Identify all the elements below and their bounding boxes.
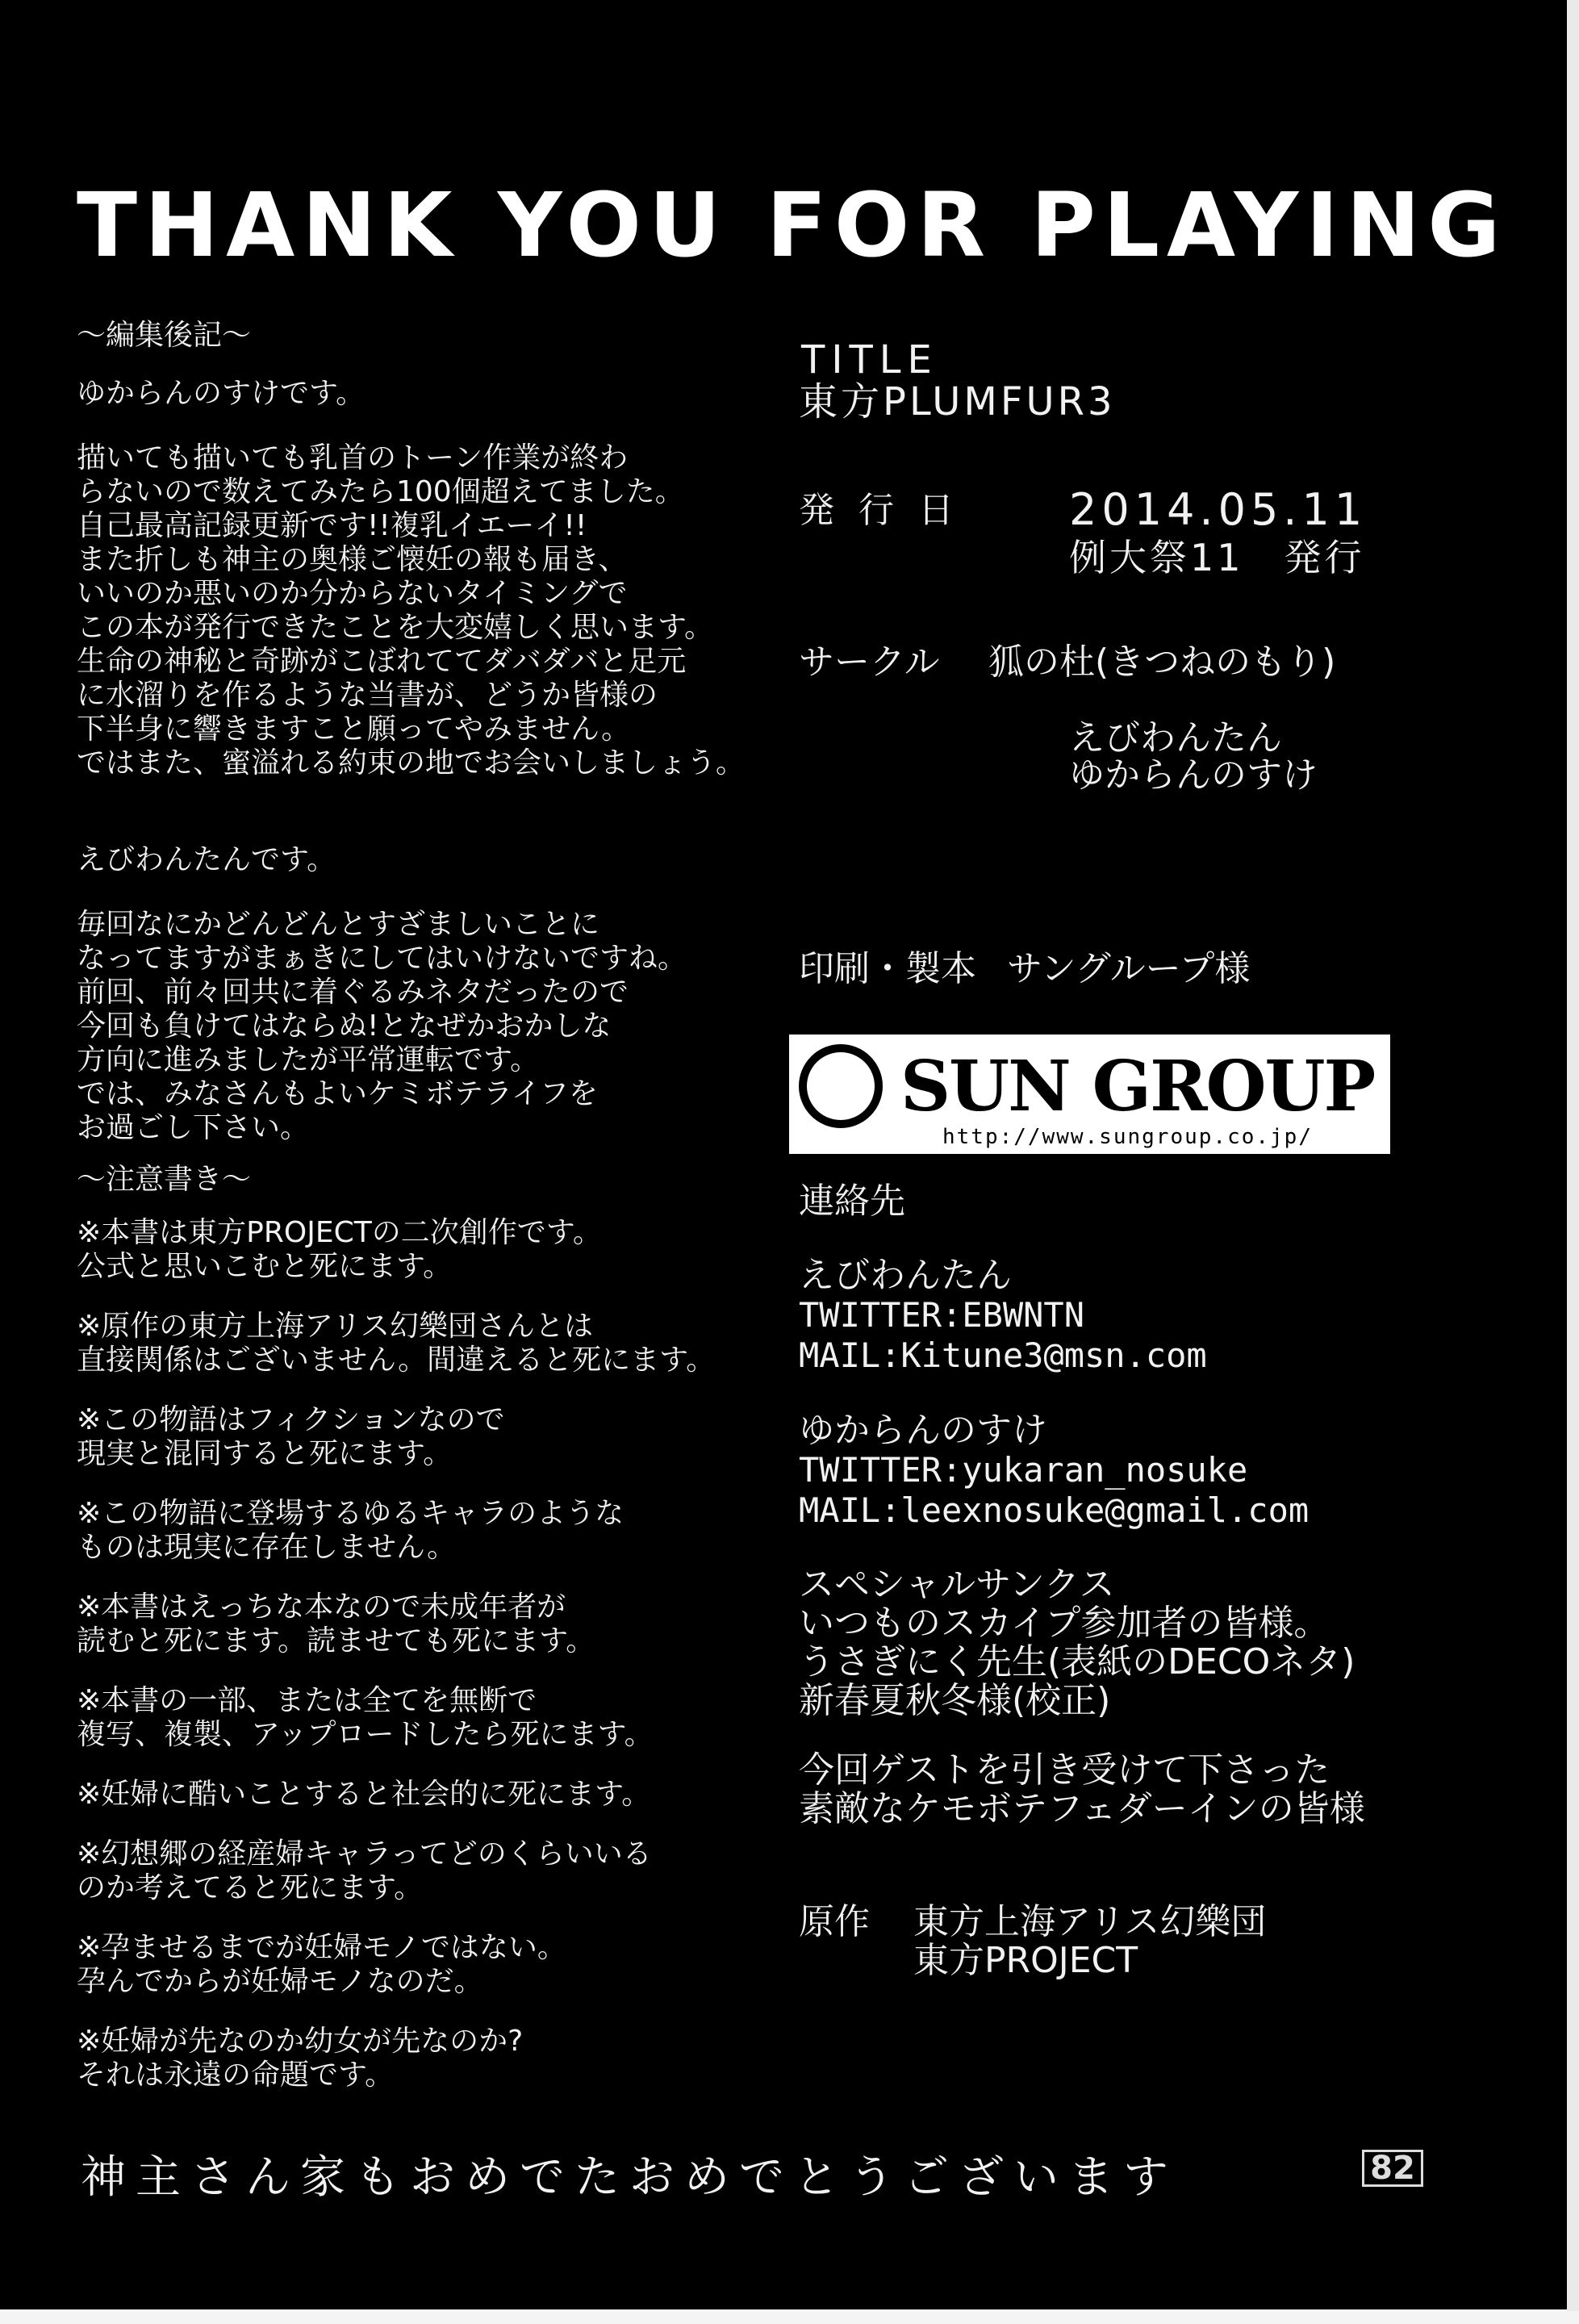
logo-text: SUN GROUP bbox=[900, 1046, 1375, 1127]
afterword-line: いいのか悪いのか分からないタイミングで bbox=[77, 577, 628, 610]
afterword-line: お過ごし下さい。 bbox=[77, 1111, 310, 1144]
note-line: ※本書は東方PROJECTの二次創作です。 bbox=[77, 1216, 602, 1249]
left-column bbox=[77, 319, 746, 2118]
afterword-line: 方向に進みましたが平常運転です。 bbox=[77, 1043, 540, 1076]
yukaran-afterword bbox=[77, 441, 746, 780]
ebiwan-afterword bbox=[77, 908, 746, 1145]
ebiwan-intro: えびわんたんです。 bbox=[77, 843, 336, 876]
afterword-line: 下半身に響きますこと願ってやみません。 bbox=[77, 713, 631, 746]
contact-1-twitter: TWITTER:EBWNTN bbox=[799, 1295, 1085, 1335]
note-line: 複写、複製、アップロードしたら死にます。 bbox=[77, 1718, 654, 1751]
thanks-list bbox=[799, 1604, 1355, 1720]
thanks-line: うさぎにく先生(表紙のDECOネタ) bbox=[799, 1641, 1356, 1682]
afterword-line: らないので数えてみたら100個超えてました。 bbox=[77, 475, 684, 508]
note-line: 直接関係はございません。間違えると死にます。 bbox=[77, 1344, 716, 1377]
afterword-line: 毎回なにかどんどんとすざましいことに bbox=[77, 908, 600, 941]
note-item bbox=[77, 1590, 746, 1658]
note-line: ※妊婦に酷いことすると社会的に死にます。 bbox=[77, 1778, 651, 1811]
note-item bbox=[77, 1778, 746, 1812]
note-line: 孕んでからが妊婦モノなのだ。 bbox=[77, 1965, 483, 1998]
note-line: ものは現実に存在しません。 bbox=[77, 1531, 457, 1564]
contact-2-twitter: TWITTER:yukaran_nosuke bbox=[799, 1450, 1248, 1490]
afterword-line: 生命の神秘と奇跡がこぼれててダバダバと足元 bbox=[77, 645, 687, 678]
note-item bbox=[77, 1403, 746, 1471]
print-value: サングループ様 bbox=[1007, 948, 1251, 989]
contact-1-mail: MAIL:Kitune3@msn.com bbox=[799, 1335, 1207, 1375]
note-line: のか考えてると死にます。 bbox=[77, 1871, 424, 1904]
contact-heading: 連絡先 bbox=[799, 1181, 905, 1222]
note-line: ※この物語はフィクションなので bbox=[77, 1403, 505, 1436]
afterword-line: 自己最高記録更新です!!複乳イエーイ!! bbox=[77, 509, 587, 542]
thanks-heading: スペシャルサンクス bbox=[799, 1564, 1115, 1605]
guest-line: 今回ゲストを引き受けて下さった bbox=[799, 1749, 1330, 1791]
note-item bbox=[77, 1684, 746, 1752]
note-item bbox=[77, 1497, 746, 1565]
afterword-line: また折しも神主の奥様ご懐妊の報も届き、 bbox=[77, 543, 628, 576]
afterword-line: 前回、前々回共に着ぐるみネタだったので bbox=[77, 976, 629, 1009]
sun-group-emblem-icon bbox=[799, 1044, 883, 1128]
sun-group-logo bbox=[789, 1035, 1390, 1154]
note-item bbox=[77, 1310, 746, 1377]
circle-label: サークル bbox=[799, 642, 940, 683]
print-label: 印刷・製本 bbox=[799, 948, 976, 989]
page-number: 82 bbox=[1362, 2150, 1423, 2187]
note-line: ※幻想郷の経産婦キャラってどのくらいいる bbox=[77, 1837, 652, 1870]
note-line: ※本書の一部、または全てを無断で bbox=[77, 1684, 537, 1717]
guest-thanks bbox=[799, 1751, 1365, 1829]
contact-2-mail: MAIL:leexnosuke@gmail.com bbox=[799, 1490, 1310, 1530]
headline: THANK YOU FOR PLAYING bbox=[77, 173, 1508, 277]
thanks-line: 新春夏秋冬様(校正) bbox=[799, 1680, 1111, 1721]
afterword-line: この本が発行できたことを大変嬉しく思います。 bbox=[77, 611, 714, 644]
note-line: 公式と思いこむと死にます。 bbox=[77, 1250, 453, 1283]
page-bottom-edge bbox=[0, 2311, 1579, 2324]
afterword-line: では、みなさんもよいケミボテライフを bbox=[77, 1077, 598, 1110]
afterword-line: に水溜りを作るような当書が、どうか皆様の bbox=[77, 679, 658, 712]
thanks-line: いつものスカイプ参加者の皆様。 bbox=[799, 1603, 1330, 1644]
original-value-1: 東方上海アリス幻樂団 bbox=[913, 1901, 1267, 1942]
notes-list bbox=[77, 1216, 746, 2092]
logo-url: http://www.sungroup.co.jp/ bbox=[942, 1125, 1313, 1149]
afterword-heading: ～編集後記～ bbox=[77, 319, 252, 352]
afterword-line: ではまた、蜜溢れる約束の地でお会いしましょう。 bbox=[77, 746, 746, 780]
original-value-2: 東方PROJECT bbox=[913, 1940, 1138, 1981]
note-line: ※妊婦が先なのか幼女が先なのか? bbox=[77, 2025, 524, 2058]
note-line: それは永遠の命題です。 bbox=[77, 2059, 395, 2092]
afterword-line: なってますがまぁきにしてはいけないですね。 bbox=[77, 942, 687, 975]
note-line: ※原作の東方上海アリス幻樂団さんとは bbox=[77, 1310, 594, 1343]
yukaran-intro: ゆからんのすけです。 bbox=[77, 377, 366, 410]
title-label: TITLE bbox=[801, 337, 938, 382]
note-item bbox=[77, 1837, 746, 1905]
date-label: 発行日 bbox=[799, 490, 978, 531]
note-item bbox=[77, 2025, 746, 2092]
circle-value: 狐の杜(きつねのもり) bbox=[988, 642, 1336, 683]
note-line: ※この物語に登場するゆるキャラのような bbox=[77, 1497, 624, 1530]
note-line: 読むと死にます。読ませても死にます。 bbox=[77, 1624, 595, 1657]
afterword-line: 描いても描いても乳首のトーン作業が終わ bbox=[77, 441, 629, 474]
guest-line: 素敵なケモボテフェダーインの皆様 bbox=[799, 1788, 1365, 1829]
note-line: 現実と混同すると死にます。 bbox=[77, 1437, 453, 1470]
note-line: ※本書はえっちな本なので未成年者が bbox=[77, 1590, 566, 1624]
member-1: えびわんたん bbox=[1069, 717, 1282, 759]
title-value: 東方PLUMFUR3 bbox=[799, 379, 1116, 424]
page-edge bbox=[1567, 0, 1579, 2324]
note-line: ※孕ませるまでが妊婦モノではない。 bbox=[77, 1931, 566, 1964]
event-value: 例大祭11 発行 bbox=[1069, 536, 1365, 579]
afterword-line: 今回も負けてはならぬ!となぜかおかしな bbox=[77, 1009, 612, 1043]
date-value: 2014.05.11 bbox=[1069, 484, 1368, 535]
contact-1-name: えびわんたん bbox=[799, 1255, 1012, 1296]
member-2: ゆからんのすけ bbox=[1069, 754, 1318, 796]
notes-heading: ～注意書き～ bbox=[77, 1163, 252, 1196]
note-item bbox=[77, 1216, 746, 1284]
note-item bbox=[77, 1931, 746, 1999]
original-label: 原作 bbox=[799, 1901, 870, 1942]
footer-message: 神主さん家もおめでたおめでとうございます bbox=[81, 2151, 1178, 2204]
contact-2-name: ゆからんのすけ bbox=[799, 1410, 1047, 1451]
